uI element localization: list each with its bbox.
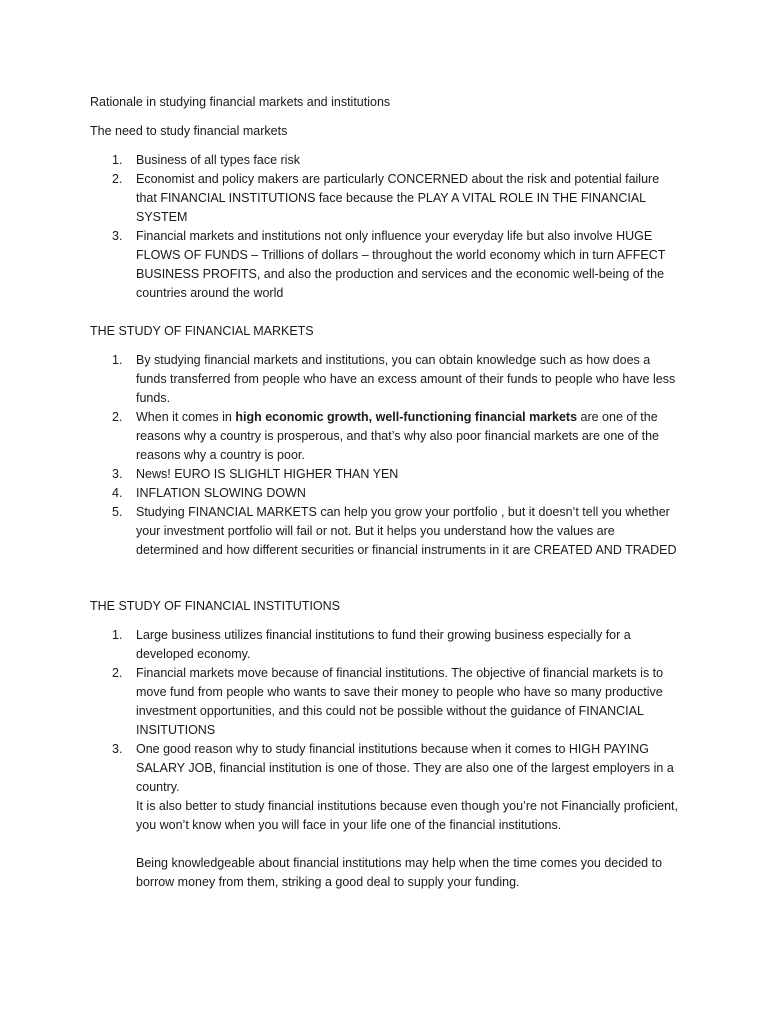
list-item-text: By studying financial markets and institutions, you can obtain knowledge such as how does a funds transferred from people who have an excess amount of their funds to people who have less funds.: [136, 353, 676, 405]
list-item-text-suffix: are one of the reasons why a country is prosperous, and that’s why also poor financial markets are one of the reasons why a country is poor.: [136, 410, 659, 462]
list-item: [90, 151, 680, 170]
list-item-text: Economist and policy makers are particularly CONCERNED about the risk and potential failure that FINANCIAL INSTITUTIONS face because the PLAY A VITAL ROLE IN THE FINANCIAL SYSTEM: [136, 172, 660, 224]
document-title: Rationale in studying financial markets and institutions: [90, 95, 391, 109]
list-number: 1.: [112, 353, 123, 367]
list-item-text-prefix: When it comes in: [136, 410, 236, 424]
list-number: 3.: [112, 229, 123, 243]
list-number: 1.: [112, 153, 123, 167]
list-item-paragraph: Being knowledgeable about financial institutions may help when the time comes you decided to borrow money from them, striking a good deal to supply your funding.: [136, 856, 663, 889]
list-number: 3.: [112, 742, 123, 756]
list-item: [90, 484, 680, 503]
list-number: 1.: [112, 628, 123, 642]
list-item: [90, 664, 680, 740]
list-item-text: Studying FINANCIAL MARKETS can help you grow your portfolio , but it doesn’t tell you whether your investment portfolio will fail or not. But it helps you understand how the values are determined and how different securities or financial instruments in it are CREATED AND TRADED: [136, 505, 677, 557]
list-item: [90, 740, 680, 892]
need-to-study-list: [90, 151, 680, 303]
list-item: [90, 227, 680, 303]
list-item: [90, 626, 680, 664]
list-item-text: INFLATION SLOWING DOWN: [136, 486, 306, 500]
list-item: [90, 408, 680, 465]
list-item-text: Financial markets move because of financial institutions. The objective of financial markets is to move fund from people who wants to save their money to people who have so many productive investment opportunities, and this could not be possible without the guidance of FINANCIAL INSITUTIONS: [136, 666, 664, 737]
list-item-text: One good reason why to study financial institutions because when it comes to HIGH PAYING SALARY JOB, financial institution is one of those. They are also one of the largest employers in a country.: [136, 742, 674, 794]
list-number: 5.: [112, 505, 123, 519]
list-number: 2.: [112, 666, 123, 680]
list-item-text-bold: high economic growth, well-functioning financial markets: [235, 410, 578, 424]
list-item: [90, 351, 680, 408]
list-number: 2.: [112, 410, 123, 424]
section-heading-financial-markets: THE STUDY OF FINANCIAL MARKETS: [90, 324, 314, 338]
list-item: [90, 170, 680, 227]
list-number: 2.: [112, 172, 123, 186]
list-item: [90, 465, 680, 484]
list-number: 3.: [112, 467, 123, 481]
list-item-paragraph: It is also better to study financial institutions because even though you’re not Financially proficient, you won’t know when you will face in your life one of the financial institutions.: [136, 799, 678, 832]
list-item-text: News! EURO IS SLIGHLT HIGHER THAN YEN: [136, 467, 399, 481]
list-item-text: Business of all types face risk: [136, 153, 300, 167]
list-item: [90, 503, 680, 560]
section-heading-financial-institutions: THE STUDY OF FINANCIAL INSTITUTIONS: [90, 599, 341, 613]
financial-institutions-list: [90, 626, 680, 892]
list-number: 4.: [112, 486, 123, 500]
list-item-text: Financial markets and institutions not only influence your everyday life but also involve HUGE FLOWS OF FUNDS – Trillions of dollars – throughout the world economy which in turn AFFECT BUSINESS PROFITS, and also the production and services and the economic well-being of the countries around the world: [136, 229, 666, 300]
section-heading-need-to-study: The need to study financial markets: [90, 124, 288, 138]
financial-markets-list: [90, 351, 680, 560]
list-item-text: Large business utilizes financial institutions to fund their growing business especially for a developed economy.: [136, 628, 631, 661]
